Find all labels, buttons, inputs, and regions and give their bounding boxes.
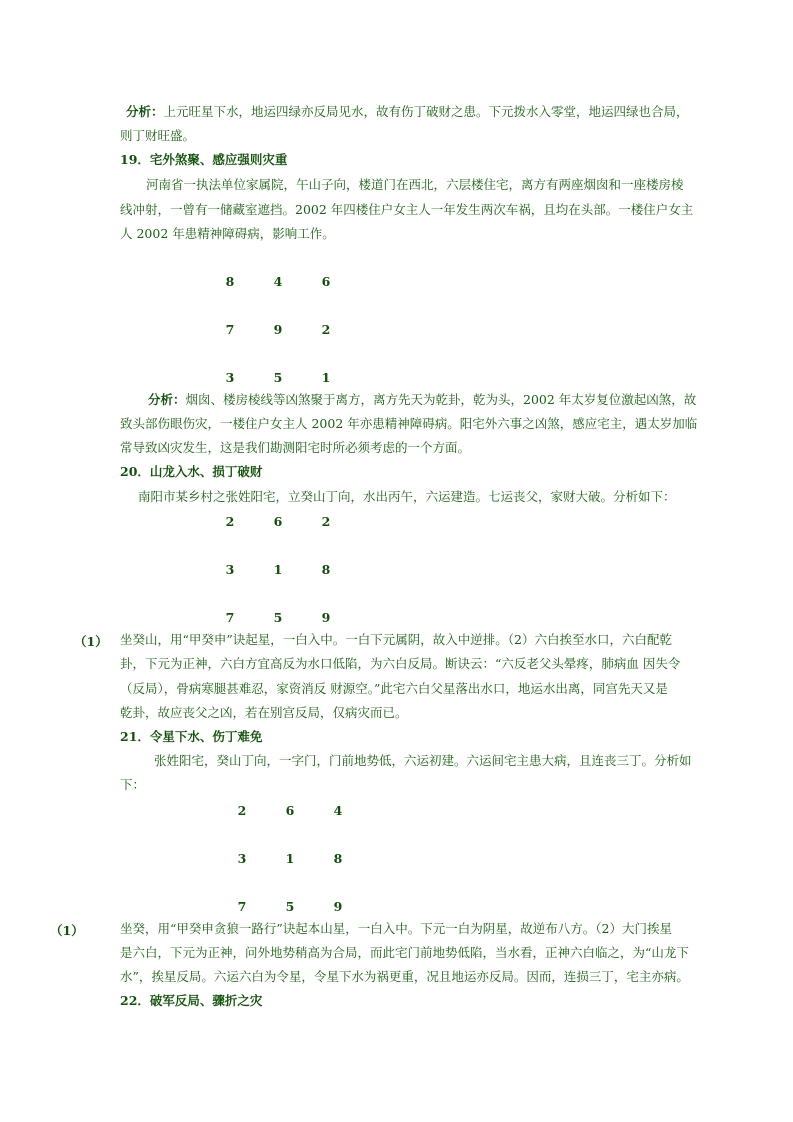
grid-cell: 8: [225, 274, 235, 289]
grid-cell: 5: [273, 610, 283, 625]
grid-cell: 8: [333, 851, 343, 866]
case20-analysis-line4: 乾卦，故应丧父之凶，若在别宫反局，仅病灾而已。: [120, 705, 408, 720]
case21-title: 21．令星下水、伤丁难免: [120, 729, 263, 744]
grid-cell: 6: [285, 803, 295, 818]
case19-body-line2: 线冲射，一曾有一储藏室遮挡。2002 年四楼住户女主人一年发生两次车祸，且均在头部。一楼住户女主: [120, 202, 694, 217]
case19-analysis-line1: 分析：烟囱、楼房棱线等凶煞聚于离方，离方先天为乾卦，乾为头，2002 年太岁复位激起凶煞，故: [148, 392, 697, 407]
grid-cell: 2: [321, 322, 331, 337]
grid-cell: 2: [321, 514, 331, 529]
grid-cell: 5: [273, 370, 283, 385]
grid-cell: 5: [285, 899, 295, 914]
analysis-label: 分析：: [148, 392, 186, 407]
grid-cell: 3: [237, 851, 247, 866]
grid-cell: 3: [225, 370, 235, 385]
grid-cell: 7: [225, 610, 235, 625]
grid-cell: 7: [237, 899, 247, 914]
grid-cell: 6: [273, 514, 283, 529]
analysis-top-line2: 则丁财旺盛。: [120, 128, 196, 143]
grid-cell: 1: [321, 370, 331, 385]
case19-analysis-line2: 致头部伤眼伤灾，一楼住户女主人 2002 年亦患精神障碍病。阳宅外六事之凶煞，感应宅主，遇太岁加临: [120, 416, 698, 431]
grid-cell: 1: [273, 562, 283, 577]
grid-cell: 9: [273, 322, 283, 337]
case19-body-line1: 河南省一执法单位家属院，午山子向，楼道门在西北，六层楼住宅，离方有两座烟囱和一座楼房棱: [146, 177, 684, 192]
grid-cell: 9: [321, 610, 331, 625]
grid-cell: 7: [225, 322, 235, 337]
grid-cell: 6: [321, 274, 331, 289]
case21-marker: （1）: [50, 923, 84, 938]
grid-cell: 4: [333, 803, 343, 818]
case22-title: 22．破军反局、骤折之灾: [120, 993, 263, 1008]
grid-cell: 2: [225, 514, 235, 529]
grid-cell: 1: [285, 851, 295, 866]
case21-analysis-line3: 水”，挨星反局。六运六白为令星，令星下水为祸更重，况且地运亦反局。因而，连损三丁，宅主亦病。: [120, 969, 689, 984]
analysis-label: 分析：: [126, 104, 164, 119]
grid-cell: 9: [333, 899, 343, 914]
case19-title: 19．宅外煞聚、感应强则灾重: [120, 152, 288, 167]
case21-intro-line2: 下：: [120, 777, 146, 792]
case19-analysis-line3: 常导致凶灾发生，这是我们勘测阳宅时所必须考虑的一个方面。: [120, 440, 471, 455]
case20-analysis-line1: 坐癸山，用“甲癸申”诀起星，一白入中。一白下元属阴，故入中逆排。（2）六白挨至水口，六白配乾: [120, 632, 672, 647]
case19-body-line3: 人 2002 年患精神障碍病，影响工作。: [120, 226, 335, 241]
case21-intro-line1: 张姓阳宅，癸山丁向，一字门，门前地势低，六运初建。六运间宅主患大病，且连丧三丁。分析如: [154, 753, 692, 768]
grid-cell: 2: [237, 803, 247, 818]
case20-title: 20．山龙入水、损丁破财: [120, 464, 263, 479]
case20-marker: （1）: [74, 634, 108, 649]
case21-analysis-line2: 是六白，下元为正神，问外地势稍高为合局，而此宅门前地势低陷，当水看，正神六白临之，为“山龙下: [120, 945, 689, 960]
grid-cell: 8: [321, 562, 331, 577]
grid-cell: 3: [225, 562, 235, 577]
analysis-top-line1: 分析：上元旺星下水，地运四绿亦反局见水，故有伤丁破财之患。下元拨水入零堂，地运四绿也合局，: [126, 104, 689, 119]
case21-analysis-line1: 坐癸，用“甲癸申贪狼一路行”诀起本山星，一白入中。下元一白为阴星，故逆布八方。（2）大门挨星: [120, 921, 672, 936]
case20-intro: 南阳市某乡村之张姓阳宅，立癸山丁向，水出丙午，六运建造。七运丧父，家财大破。分析如下：: [138, 489, 676, 504]
case20-analysis-line3: （反局），骨病寒腿甚难忍，家资消反 财源空。”此宅六白父星落出水口，地运水出离，同宫先天又是: [120, 681, 668, 696]
grid-cell: 4: [273, 274, 283, 289]
case20-analysis-line2: 卦，下元为正神，六白方宜高反为水口低陷，为六白反局。断诀云：“六反老父头晕疼，肺病血 因失令: [120, 656, 681, 671]
